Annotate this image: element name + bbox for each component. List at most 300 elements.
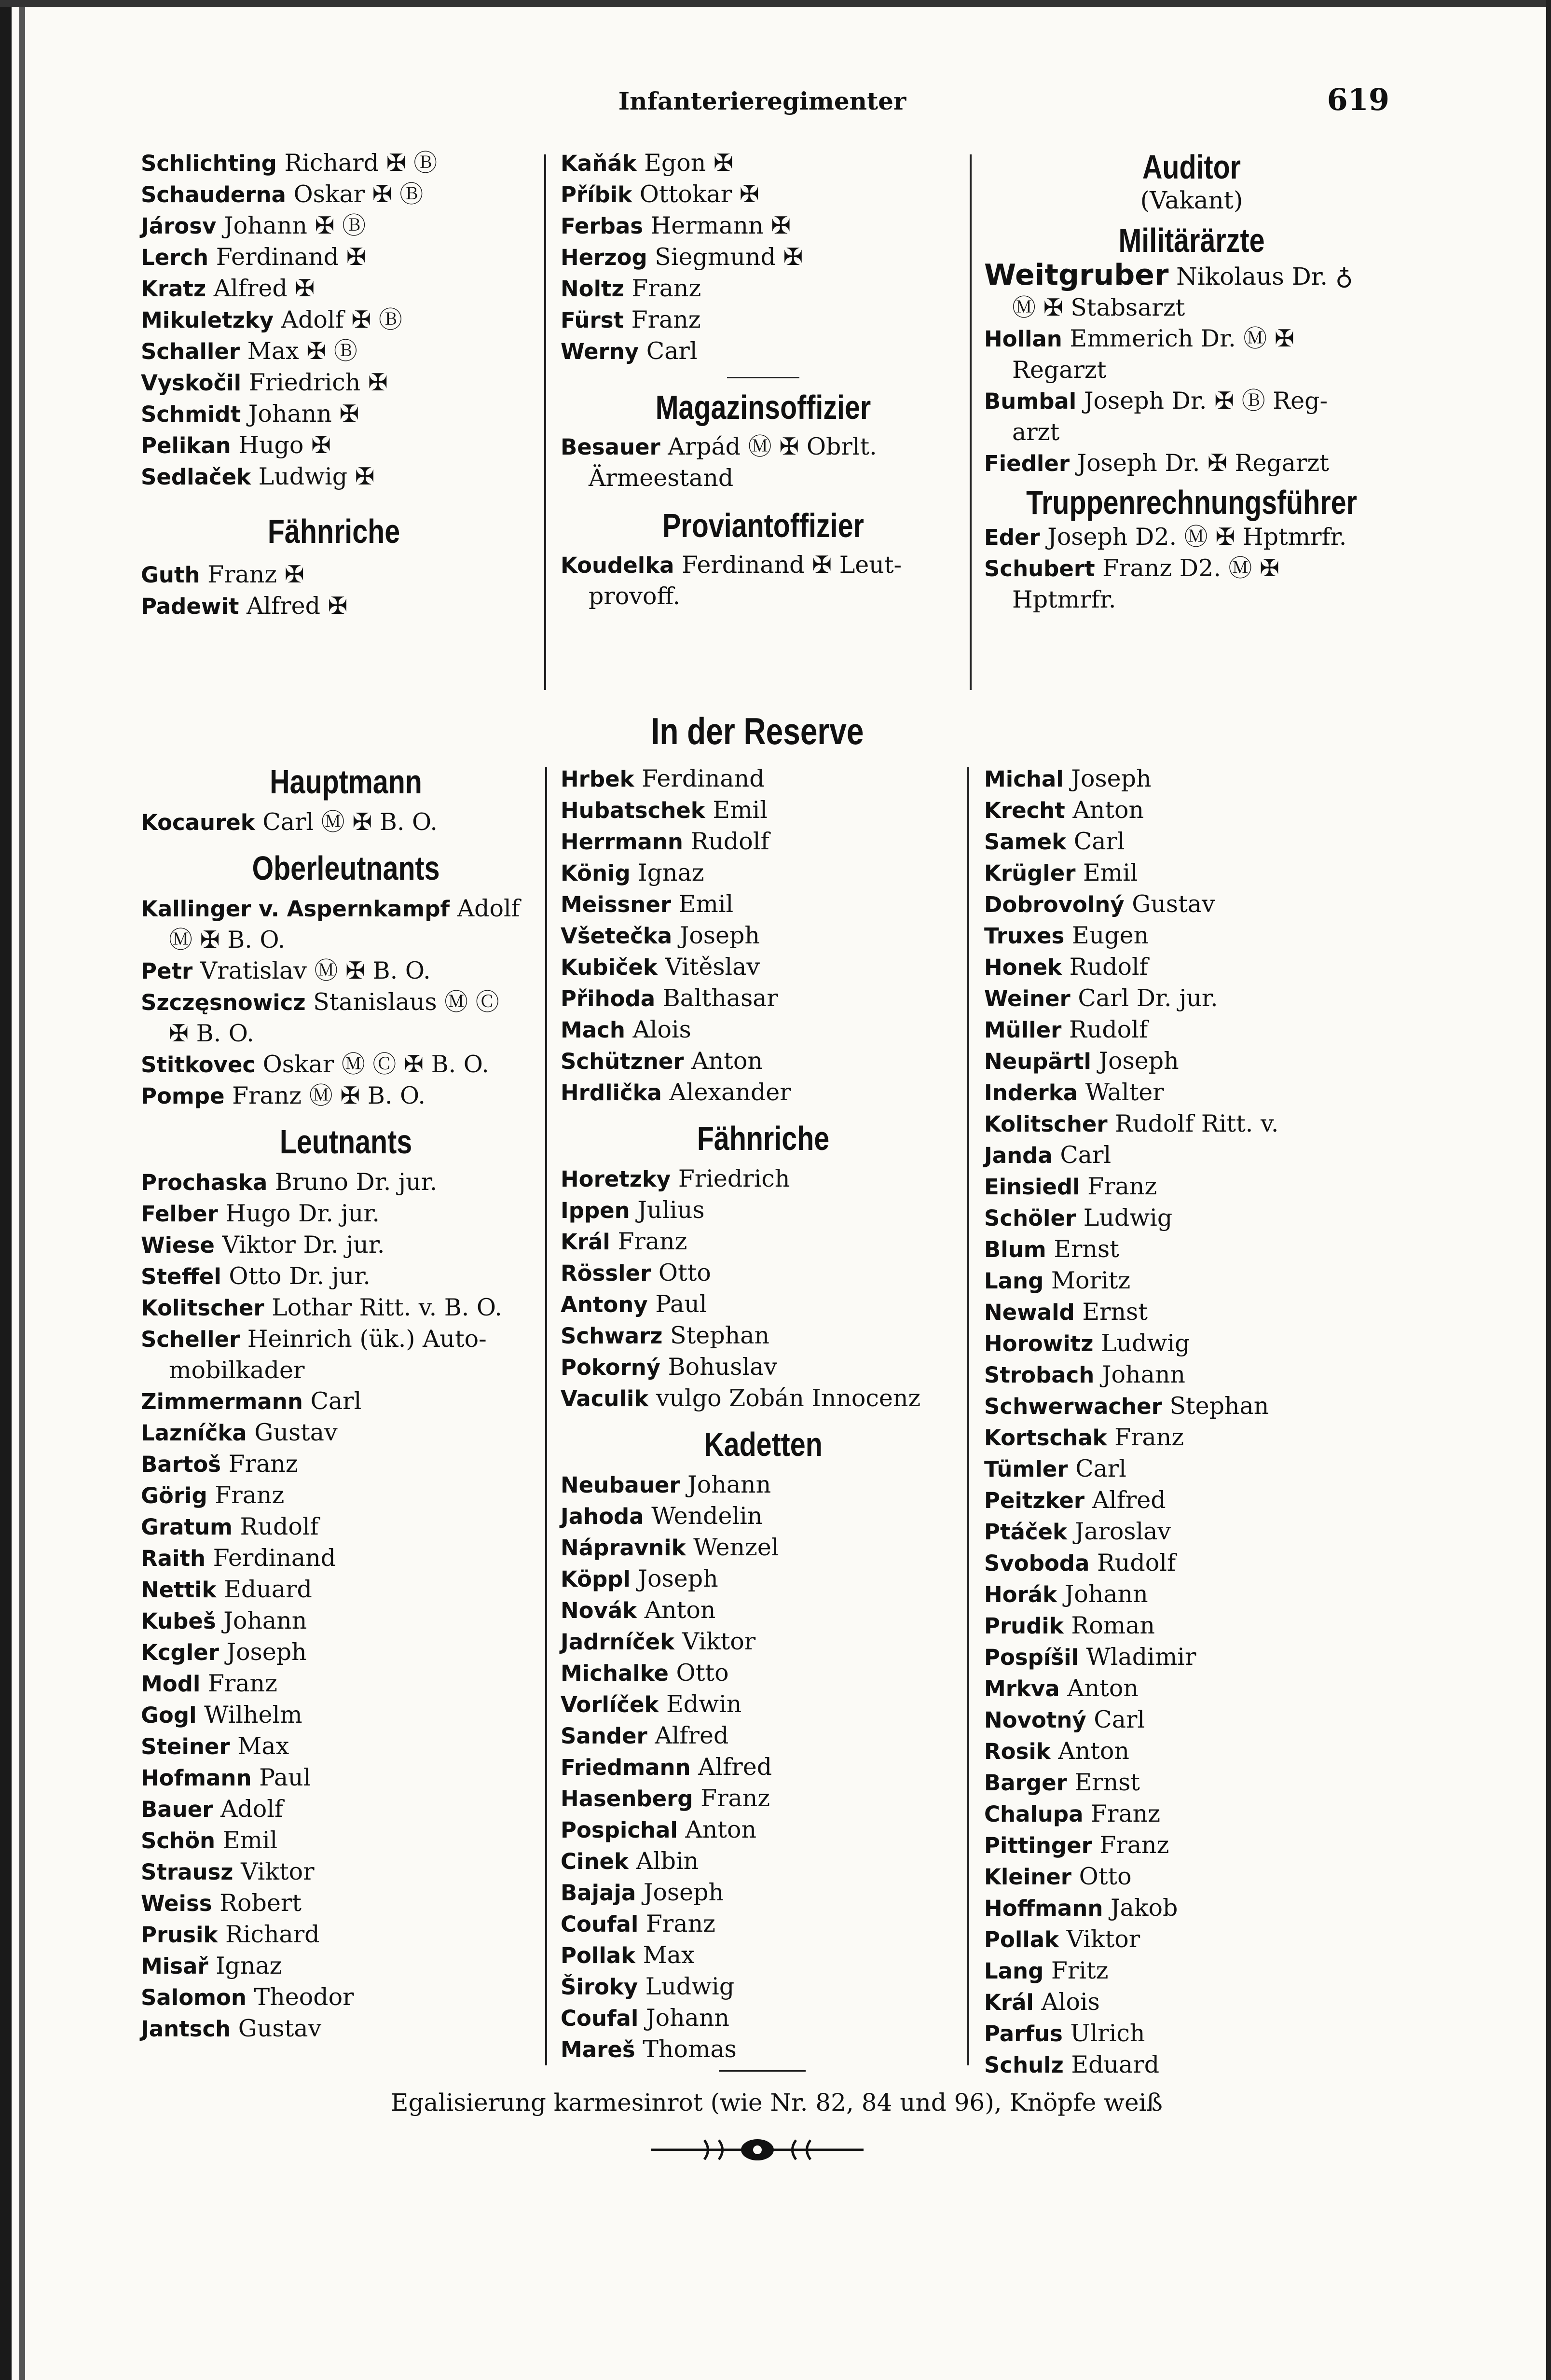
given-name-and-rank: Friedrich	[678, 1165, 790, 1192]
surname: Prudik	[984, 1613, 1064, 1639]
roster-entry	[561, 1595, 966, 1626]
given-name-and-rank: Alfred	[1092, 1486, 1166, 1514]
scan-edge	[19, 0, 25, 2380]
roster-entry	[984, 260, 1399, 292]
roster-entry	[561, 1626, 966, 1658]
roster-entry	[984, 1422, 1399, 1453]
surname: Pollak	[561, 1943, 636, 1968]
surname: Kleiner	[984, 1864, 1071, 1890]
roster-entry	[984, 1359, 1399, 1391]
roster-entry	[561, 1846, 966, 1877]
surname: Padewit	[141, 594, 239, 619]
surname: Lerch	[141, 245, 209, 270]
roster-entry	[984, 522, 1399, 553]
entry-continuation: Ⓜ ✠ Stabsarzt	[1012, 294, 1185, 321]
surname: Kratz	[141, 276, 206, 302]
roster-entry	[561, 2034, 966, 2065]
entry-continuation: mobilkader	[169, 1356, 305, 1384]
roster-entry	[141, 399, 527, 430]
given-name-and-rank: Johann	[645, 2004, 729, 2032]
surname: Pospíšil	[984, 1645, 1079, 1670]
given-name-and-rank: Ferdinand ✠ Leut-	[682, 551, 902, 579]
given-name-and-rank: Joseph	[679, 922, 760, 949]
surname: Hrbek	[561, 766, 634, 792]
given-name-and-rank: Alfred	[655, 1722, 729, 1749]
entry-continuation: Ärmeestand	[589, 464, 734, 492]
given-name-and-rank: Jaroslav	[1074, 1518, 1171, 1545]
roster-entry	[561, 1877, 966, 1909]
surname: Kubiček	[561, 955, 658, 980]
roster-entry	[984, 1987, 1399, 2018]
roster-entry	[561, 431, 966, 463]
surname: Schulz	[984, 2052, 1064, 2078]
given-name-and-rank: Rudolf	[1069, 953, 1148, 981]
given-name-and-rank: Siegmund ✠	[655, 243, 803, 271]
surname: Scheller	[141, 1327, 240, 1352]
given-name-and-rank: Theodor	[254, 1983, 354, 2011]
roster-entry	[141, 807, 551, 838]
surname: Honek	[984, 955, 1062, 980]
given-name-and-rank: Ludwig	[1083, 1204, 1173, 1232]
surname: Neupärtl	[984, 1049, 1091, 1074]
section-heading: Leutnants	[279, 1123, 412, 1161]
given-name-and-rank: Alfred	[698, 1753, 772, 1781]
surname: Sander	[561, 1723, 647, 1749]
given-name-and-rank: Rudolf	[240, 1513, 319, 1540]
roster-entry	[561, 336, 966, 367]
roster-entry	[984, 1077, 1399, 1108]
roster-entry	[141, 987, 551, 1018]
given-name-and-rank: Max	[237, 1732, 289, 1760]
given-name-and-rank: Albin	[636, 1847, 699, 1875]
running-header: Infanterieregimenter	[618, 87, 906, 115]
surname: Stitkovec	[141, 1052, 256, 1078]
given-name-and-rank: Otto	[658, 1259, 711, 1287]
given-name-and-rank: Alois	[1041, 1988, 1100, 2016]
surname: Hofmann	[141, 1765, 252, 1791]
given-name-and-rank: Johann ✠	[248, 400, 359, 428]
roster-entry	[141, 336, 527, 367]
roster-entry	[561, 1658, 966, 1689]
given-name-and-rank: Rudolf	[690, 828, 769, 855]
given-name-and-rank: Otto	[676, 1659, 729, 1687]
surname: Schöler	[984, 1205, 1076, 1231]
surname: Kcgler	[141, 1640, 219, 1665]
given-name-and-rank: Adolf ✠ Ⓑ	[281, 306, 402, 333]
roster-entry	[141, 1049, 551, 1080]
roster-entry	[141, 210, 527, 242]
roster-entry	[141, 1825, 551, 1856]
given-name-and-rank: Alexander	[669, 1079, 791, 1106]
page-number: 619	[1327, 82, 1389, 117]
given-name-and-rank: Wendelin	[651, 1502, 763, 1530]
bottom-column-1	[141, 762, 551, 2045]
surname: Krecht	[984, 798, 1065, 823]
given-name-and-rank: Otto Dr. jur.	[229, 1262, 371, 1290]
surname: Nápravnik	[561, 1535, 686, 1561]
given-name-and-rank: Gustav	[254, 1419, 338, 1446]
given-name-and-rank: Hermann ✠	[650, 212, 791, 239]
surname: Bauer	[141, 1797, 213, 1822]
surname: Hrdlička	[561, 1080, 662, 1106]
given-name-and-rank: Bruno Dr. jur.	[275, 1168, 438, 1196]
roster-entry	[984, 323, 1399, 355]
given-name-and-rank: Friedrich ✠	[248, 369, 388, 396]
given-name-and-rank: Anton	[1067, 1674, 1139, 1702]
given-name-and-rank: Ignaz	[216, 1952, 282, 1979]
roster-entry	[141, 893, 551, 925]
roster-entry	[984, 1548, 1399, 1579]
roster-entry	[984, 448, 1399, 479]
surname: Ferbas	[561, 213, 643, 239]
given-name-and-rank: Emil	[222, 1827, 278, 1854]
given-name-and-rank: Eugen	[1071, 922, 1149, 949]
surname: Rosik	[984, 1739, 1051, 1764]
surname: Peitzker	[984, 1488, 1085, 1513]
roster-entry	[984, 1642, 1399, 1673]
surname: Meissner	[561, 892, 672, 917]
surname: Fiedler	[984, 451, 1070, 476]
given-name-and-rank: Lothar Ritt. v. B. O.	[272, 1294, 502, 1321]
surname: Schauderna	[141, 182, 286, 208]
given-name-and-rank: Ferdinand ✠	[216, 243, 366, 271]
roster-entry	[561, 1258, 966, 1289]
roster-entry	[561, 952, 966, 983]
entry-continuation: arzt	[1012, 418, 1060, 446]
surname: Weitgruber	[984, 258, 1169, 292]
section-heading: Oberleutnants	[252, 849, 440, 887]
surname: Schwarz	[561, 1323, 663, 1349]
roster-entry	[561, 1352, 966, 1383]
vacant-note: (Vakant)	[1140, 186, 1243, 214]
surname: Všetečka	[561, 923, 673, 949]
surname: Pollak	[984, 1927, 1059, 1952]
surname: Kaňák	[561, 151, 637, 176]
surname: Besauer	[561, 434, 660, 460]
given-name-and-rank: Alois	[632, 1016, 691, 1043]
given-name-and-rank: Ernst	[1054, 1235, 1119, 1263]
roster-entry	[984, 889, 1399, 920]
given-name-and-rank: Franz D2. Ⓜ ✠	[1102, 554, 1280, 582]
given-name-and-rank: Oskar ✠ Ⓑ	[293, 180, 424, 208]
surname: Rössler	[561, 1260, 651, 1286]
given-name-and-rank: Franz	[631, 275, 701, 302]
surname: Jantsch	[141, 2016, 231, 2042]
surname: Jadrníček	[561, 1629, 675, 1655]
given-name-and-rank: Roman	[1071, 1612, 1155, 1639]
given-name-and-rank: Wilhelm	[204, 1701, 302, 1729]
surname: Hasenberg	[561, 1786, 693, 1812]
surname: Schmidt	[141, 401, 241, 427]
roster-entry	[141, 1951, 551, 1982]
roster-entry	[561, 550, 966, 581]
surname: Zimmermann	[141, 1389, 303, 1414]
given-name-and-rank: Joseph	[643, 1879, 724, 1906]
given-name-and-rank: Franz	[700, 1785, 770, 1812]
surname: Misař	[141, 1953, 208, 1979]
column-divider	[545, 767, 547, 2065]
roster-entry	[984, 1265, 1399, 1297]
given-name-and-rank: Ludwig	[1100, 1329, 1190, 1357]
bottom-column-2	[561, 763, 966, 2065]
roster-entry	[561, 2003, 966, 2034]
given-name-and-rank: Richard ✠ Ⓑ	[284, 149, 438, 177]
given-name-and-rank: Ferdinand	[642, 765, 765, 792]
roster-entry	[984, 983, 1399, 1014]
roster-entry	[141, 591, 527, 622]
surname: Mareš	[561, 2037, 635, 2062]
surname: Herrmann	[561, 829, 683, 855]
roster-entry	[561, 1046, 966, 1077]
given-name-and-rank: Gustav	[1132, 890, 1215, 918]
given-name-and-rank: Vratislav Ⓜ ✠ B. O.	[200, 957, 431, 984]
roster-entry	[141, 242, 527, 273]
roster-entry	[141, 1386, 551, 1417]
surname: Novotný	[984, 1707, 1086, 1733]
surname: Michalke	[561, 1660, 669, 1686]
given-name-and-rank: Arpád Ⓜ ✠ Obrlt.	[668, 433, 877, 460]
roster-entry	[984, 920, 1399, 952]
surname: Müller	[984, 1017, 1062, 1043]
roster-entry	[561, 795, 966, 826]
surname: Schützner	[561, 1049, 684, 1074]
given-name-and-rank: Joseph D2. Ⓜ ✠ Hptmrfr.	[1047, 523, 1347, 551]
roster-entry	[984, 1861, 1399, 1893]
given-name-and-rank: Viktor	[241, 1858, 315, 1885]
roster-entry	[561, 179, 966, 210]
surname: Sedlaček	[141, 464, 251, 490]
surname: Příbik	[561, 182, 632, 208]
given-name-and-rank: Carl	[310, 1387, 362, 1415]
given-name-and-rank: Carl	[1073, 828, 1125, 855]
surname: Kolitscher	[141, 1295, 264, 1321]
given-name-and-rank: Gustav	[238, 2015, 322, 2042]
roster-entry	[141, 1167, 551, 1198]
given-name-and-rank: Richard	[225, 1921, 320, 1948]
roster-entry	[561, 1320, 966, 1352]
surname: Horák	[984, 1582, 1057, 1607]
roster-entry	[984, 1799, 1399, 1830]
given-name-and-rank: Joseph	[638, 1565, 718, 1592]
roster-entry	[984, 1516, 1399, 1548]
given-name-and-rank: Rudolf	[1097, 1549, 1176, 1577]
given-name-and-rank: Johann	[223, 1607, 307, 1634]
surname: Hollan	[984, 326, 1062, 352]
roster-entry	[561, 920, 966, 952]
roster-entry	[984, 1140, 1399, 1171]
roster-entry	[141, 273, 527, 304]
given-name-and-rank: Paul	[655, 1290, 707, 1318]
surname: Pittinger	[984, 1833, 1092, 1858]
roster-entry	[141, 461, 527, 493]
given-name-and-rank: Johann ✠ Ⓑ	[223, 212, 366, 239]
roster-entry	[561, 148, 966, 179]
given-name-and-rank: Franz	[631, 306, 701, 333]
roster-entry	[141, 1511, 551, 1543]
given-name-and-rank: Anton	[685, 1816, 757, 1843]
surname: Novák	[561, 1598, 637, 1623]
surname: Kubeš	[141, 1608, 216, 1634]
section-heading: Truppenrechnungsführer	[1026, 484, 1357, 521]
surname: Krügler	[984, 860, 1076, 886]
surname: Gratum	[141, 1514, 233, 1540]
roster-entry	[984, 1893, 1399, 1924]
given-name-and-rank: Ludwig	[645, 1973, 735, 2000]
given-name-and-rank: Carl	[646, 337, 698, 365]
given-name-and-rank: Rudolf	[1069, 1016, 1148, 1043]
surname: Svoboda	[984, 1550, 1090, 1576]
roster-entry	[984, 1171, 1399, 1203]
given-name-and-rank: Hugo ✠	[238, 431, 331, 459]
entry-continuation: ✠ B. O.	[169, 1020, 254, 1047]
roster-entry	[561, 1163, 966, 1195]
surname: Lang	[984, 1958, 1044, 1984]
divider	[727, 377, 799, 378]
roster-entry	[561, 1501, 966, 1532]
roster-entry	[984, 1736, 1399, 1767]
surname: Petr	[141, 958, 193, 984]
roster-entry	[141, 1637, 551, 1668]
section-heading: Fähnriche	[267, 512, 400, 550]
roster-entry	[984, 952, 1399, 983]
roster-entry	[141, 1543, 551, 1574]
roster-entry	[984, 1203, 1399, 1234]
surname: Mach	[561, 1017, 625, 1043]
roster-entry	[984, 858, 1399, 889]
roster-entry	[141, 1198, 551, 1230]
given-name-and-rank: Egon ✠	[644, 149, 733, 177]
roster-entry	[141, 179, 527, 210]
surname: Pompe	[141, 1083, 225, 1109]
surname: Kocaurek	[141, 810, 255, 835]
roster-entry	[141, 1888, 551, 1919]
surname: Bumbal	[984, 388, 1077, 414]
given-name-and-rank: Anton	[644, 1596, 716, 1624]
roster-entry	[984, 763, 1399, 795]
roster-entry	[141, 955, 551, 987]
roster-entry	[561, 1909, 966, 1940]
surname: Koudelka	[561, 553, 674, 578]
roster-entry	[141, 1668, 551, 1700]
surname: Dobrovolný	[984, 892, 1125, 917]
given-name-and-rank: Oskar Ⓜ Ⓒ ✠ B. O.	[262, 1051, 489, 1078]
given-name-and-rank: Emil	[678, 890, 734, 918]
surname: Cinek	[561, 1849, 629, 1874]
given-name-and-rank: Carl	[1075, 1455, 1126, 1482]
column-divider	[544, 154, 546, 690]
roster-entry	[561, 273, 966, 304]
section-heading: Magazinsoffizier	[655, 388, 871, 426]
surname: Horetzky	[561, 1166, 671, 1192]
given-name-and-rank: Carl	[1060, 1141, 1112, 1169]
roster-entry	[561, 1752, 966, 1783]
given-name-and-rank: Franz	[1087, 1173, 1157, 1200]
surname: Lang	[984, 1268, 1044, 1294]
surname: Gogl	[141, 1702, 197, 1728]
footer-note: Egalisierung karmesinrot (wie Nr. 82, 84 und 96), Knöpfe weiß	[391, 2089, 1163, 2117]
given-name-and-rank: Vitěslav	[665, 953, 760, 981]
given-name-and-rank: Franz Ⓜ ✠ B. O.	[232, 1082, 425, 1109]
roster-entry	[561, 763, 966, 795]
surname: Steffel	[141, 1264, 221, 1289]
given-name-and-rank: vulgo Zobán Innocenz	[656, 1384, 921, 1412]
roster-entry	[561, 889, 966, 920]
given-name-and-rank: Franz ✠	[207, 561, 304, 588]
given-name-and-rank: Emil	[1083, 859, 1138, 886]
surname: Schaller	[141, 339, 240, 364]
roster-entry	[561, 1195, 966, 1226]
roster-entry	[561, 826, 966, 858]
surname: Tümler	[984, 1456, 1068, 1482]
surname: Prusik	[141, 1922, 218, 1948]
surname: Fürst	[561, 307, 624, 333]
entry-continuation: Ⓜ ✠ B. O.	[169, 926, 286, 954]
divider	[719, 2070, 806, 2072]
given-name-and-rank: Ernst	[1082, 1298, 1148, 1326]
roster-entry	[984, 1328, 1399, 1359]
given-name-and-rank: Franz	[1091, 1800, 1161, 1827]
roster-entry	[984, 1610, 1399, 1642]
surname: Hubatschek	[561, 798, 705, 823]
given-name-and-rank: Heinrich (ük.) Auto-	[247, 1325, 487, 1353]
given-name-and-rank: Alfred ✠	[246, 592, 348, 620]
roster-entry	[984, 1108, 1399, 1140]
surname: Weiss	[141, 1891, 212, 1916]
given-name-and-rank: Carl Dr. jur.	[1078, 984, 1218, 1012]
surname: Pospichal	[561, 1817, 678, 1843]
roster-entry	[561, 1814, 966, 1846]
roster-entry	[984, 795, 1399, 826]
surname: Werny	[561, 339, 639, 364]
section-heading: Hauptmann	[270, 763, 422, 801]
surname: Samek	[984, 829, 1067, 855]
roster-entry	[984, 386, 1399, 417]
surname: Neubauer	[561, 1472, 680, 1498]
surname: Szczęsnowicz	[141, 990, 306, 1015]
given-name-and-rank: Thomas	[643, 2035, 737, 2063]
given-name-and-rank: Franz	[618, 1228, 687, 1255]
surname: Jahoda	[561, 1504, 644, 1529]
given-name-and-rank: Julius	[637, 1196, 705, 1224]
given-name-and-rank: Johann	[687, 1471, 771, 1498]
given-name-and-rank: Fritz	[1051, 1957, 1109, 1984]
given-name-and-rank: Ernst	[1074, 1769, 1140, 1796]
surname: Pelikan	[141, 433, 231, 458]
roster-entry	[141, 1982, 551, 2013]
given-name-and-rank: Emmerich Dr. Ⓜ ✠	[1070, 325, 1294, 352]
surname: Schlichting	[141, 151, 277, 176]
roster-entry	[141, 304, 527, 336]
surname: Newald	[984, 1300, 1075, 1325]
surname: Chalupa	[984, 1801, 1084, 1827]
roster-entry	[984, 1955, 1399, 1987]
surname: Král	[984, 1990, 1034, 2015]
given-name-and-rank: Stephan	[1169, 1392, 1269, 1420]
surname: Schön	[141, 1828, 216, 1854]
surname: Noltz	[561, 276, 624, 302]
roster-entry	[141, 1230, 551, 1261]
given-name-and-rank: Ferdinand	[213, 1544, 336, 1572]
ornament-icon	[646, 2133, 868, 2167]
given-name-and-rank: Max	[643, 1941, 695, 1969]
given-name-and-rank: Carl Ⓜ ✠ B. O.	[262, 808, 438, 836]
surname: Truxes	[984, 923, 1065, 949]
surname: Eder	[984, 525, 1040, 550]
roster-entry	[984, 1453, 1399, 1485]
surname: Mikuletzky	[141, 307, 274, 333]
surname: Strobach	[984, 1362, 1095, 1388]
given-name-and-rank: Ignaz	[638, 859, 704, 886]
